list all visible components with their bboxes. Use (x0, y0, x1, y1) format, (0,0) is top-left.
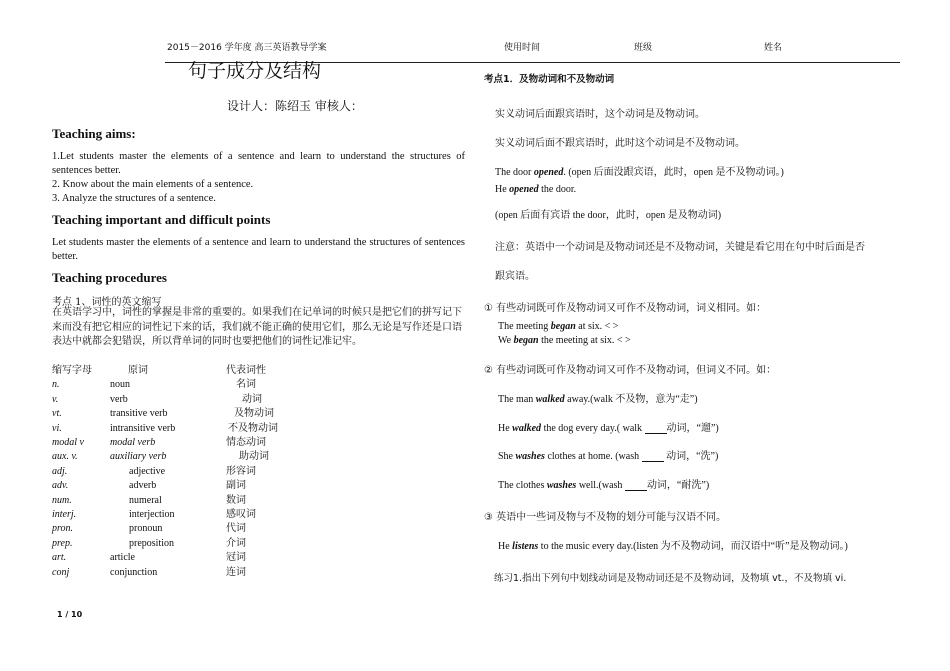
designer-line: 设计人：陈绍玉 审核人： (227, 99, 363, 113)
kp-title: 考点1．及物动词和不及物动词 (484, 74, 615, 85)
point-2-example-2: He walked the dog every day.( walk 动词，“遛”) (498, 423, 719, 434)
pos-cell: 冠词 (226, 552, 246, 564)
table-row (52, 450, 332, 464)
pos-cell: 助动词 (239, 451, 269, 463)
note-line-2: 跟宾语。 (495, 271, 535, 282)
kp1-text: 在英语学习中，词性的掌握是非常的重要的。如果我们在记单词的时候只是把它们的拼写记下来而没有把它相应的词性记下来的话，我们就不能正确的使用它们，那么无论是写作还是口语表达中就都会犯错误，所以背单词的同时也要把他们的词性记准记牢。 (52, 307, 462, 347)
abbr-cell: interj. (52, 509, 77, 521)
word-cell: preposition (129, 537, 174, 549)
table-row (52, 436, 332, 450)
answer-blank[interactable] (625, 480, 647, 491)
abbr-cell: prep. (52, 537, 73, 549)
word-cell: modal verb (110, 437, 156, 449)
point-2: ② 有些动词既可作及物动词又可作不及物动词，但词义不同。如： (484, 365, 777, 376)
word-cell: conjunction (110, 566, 158, 578)
header-class-label: 班级 (634, 43, 653, 53)
aims-heading: Teaching aims: (52, 126, 136, 141)
point-1-example-2: We began the meeting at six. < > (498, 335, 631, 346)
word-cell: interjection (129, 509, 175, 521)
word-cell: noun (110, 379, 130, 391)
word-cell: auxiliary verb (110, 451, 167, 463)
point-3-example: He listens to the music every day.(listen 为不及物动词，而汉语中“听”是及物动词。) (498, 541, 848, 552)
note-line-1: 注意：英语中一个动词是及物动词还是不及物动词，关键是看它用在句中时后面是否 (495, 242, 865, 253)
page-number: 1 / 10 (57, 610, 83, 619)
answer-blank[interactable] (645, 423, 667, 434)
table-row (52, 494, 332, 508)
table-row (52, 378, 332, 392)
table-row (52, 522, 332, 536)
table-row (52, 465, 332, 479)
table-header-row (52, 364, 332, 378)
word-cell: intransitive verb (110, 422, 176, 434)
table-row (52, 566, 332, 580)
table-row (52, 393, 332, 407)
word-cell: verb (110, 393, 128, 405)
word-cell: adverb (129, 480, 157, 492)
col-header-abbr: 缩写字母 (52, 365, 92, 376)
table-row (52, 407, 332, 421)
kp1-title: 考点 1、词性的英文缩写 (52, 297, 162, 308)
word-cell: numeral (129, 494, 162, 506)
pos-cell: 及物动词 (234, 408, 274, 420)
point-1: ① 有些动词既可作及物动词又可作不及物动词，词义相同。如： (484, 303, 767, 314)
table-row (52, 537, 332, 551)
pos-cell: 形容词 (226, 465, 256, 477)
table-row (52, 422, 332, 436)
table-row (52, 479, 332, 493)
answer-blank[interactable] (642, 451, 664, 462)
table-row (52, 551, 332, 565)
example-opened-door: He opened the door. (495, 184, 577, 195)
definition-1: 实义动词后面跟宾语时，这个动词是及物动词。 (495, 109, 705, 120)
pos-cell: 名词 (236, 379, 256, 391)
abbr-cell: aux. v. (52, 451, 78, 463)
abbr-cell: n. (52, 379, 60, 391)
abbr-cell: v. (52, 393, 59, 405)
procedures-heading: Teaching procedures (52, 270, 167, 285)
abbr-cell: pron. (52, 523, 74, 535)
point-3: ③ 英语中一些词及物与不及物的划分可能与汉语不同。 (484, 512, 727, 523)
col-header-word: 原词 (128, 365, 148, 376)
pos-cell: 介词 (226, 537, 246, 549)
col-header-pos: 代表词性 (226, 365, 266, 376)
pos-cell: 动词 (242, 393, 262, 405)
table-row (52, 508, 332, 522)
pos-cell: 感叹词 (226, 509, 256, 521)
pos-cell: 副词 (226, 480, 246, 492)
aim-3: 3. Analyze the structures of a sentence. (52, 193, 216, 204)
abbr-cell: art. (52, 552, 67, 564)
abbr-cell: modal v (52, 437, 84, 449)
word-cell: pronoun (129, 523, 163, 535)
point-1-example-1: The meeting began at six. < > (498, 321, 619, 332)
pos-cell: 代词 (226, 523, 246, 535)
point-2-example-4: The clothes washes well.(wash 动词，“耐洗”) (498, 480, 710, 491)
example-open-note: (open 后面有宾语 the door，此时，open 是及物动词) (495, 210, 722, 221)
abbreviation-table (52, 364, 332, 580)
point-2-example-1: The man walked away.(walk 不及物，意为“走”) (498, 394, 698, 405)
page-title: 句子成分及结构 (188, 60, 322, 82)
definition-2: 实义动词后面不跟宾语时，此时这个动词是不及物动词。 (495, 138, 745, 149)
abbr-cell: adv. (52, 480, 69, 492)
pos-cell: 连词 (226, 566, 246, 578)
aim-1: 1.Let students master the elements of a sentence and learn to understand the structures of sentences better. (52, 151, 465, 176)
header-doc-title: 2015－2016 学年度 高三英语教导学案 (167, 43, 327, 53)
abbr-cell: vi. (52, 422, 62, 434)
points-heading: Teaching important and difficult points (52, 212, 271, 227)
pos-cell: 数词 (226, 494, 246, 506)
abbr-cell: conj (52, 566, 70, 578)
abbr-cell: vt. (52, 408, 62, 420)
word-cell: article (110, 552, 135, 564)
word-cell: transitive verb (110, 408, 168, 420)
abbr-cell: num. (52, 494, 72, 506)
header-name-label: 姓名 (764, 43, 783, 53)
word-cell: adjective (129, 465, 166, 477)
points-text: Let students master the elements of a sentence and learn to understand the structures of sentences better. (52, 237, 465, 262)
header-time-label: 使用时间 (504, 43, 541, 53)
aim-2: 2. Know about the main elements of a sentence. (52, 179, 254, 190)
pos-cell: 情态动词 (226, 437, 266, 449)
exercise-1: 练习1.指出下列句中划线动词是及物动词还是不及物动词，及物填 vt.，不及物填 vi. (494, 573, 847, 584)
point-2-example-3: She washes clothes at home. (wash 动词，“洗”) (498, 451, 719, 462)
abbr-cell: adj. (52, 465, 68, 477)
pos-cell: 不及物动词 (228, 422, 278, 434)
example-door-opened: The door opened. (open 后面没跟宾语，此时，open 是不及物动词。) (495, 167, 784, 178)
